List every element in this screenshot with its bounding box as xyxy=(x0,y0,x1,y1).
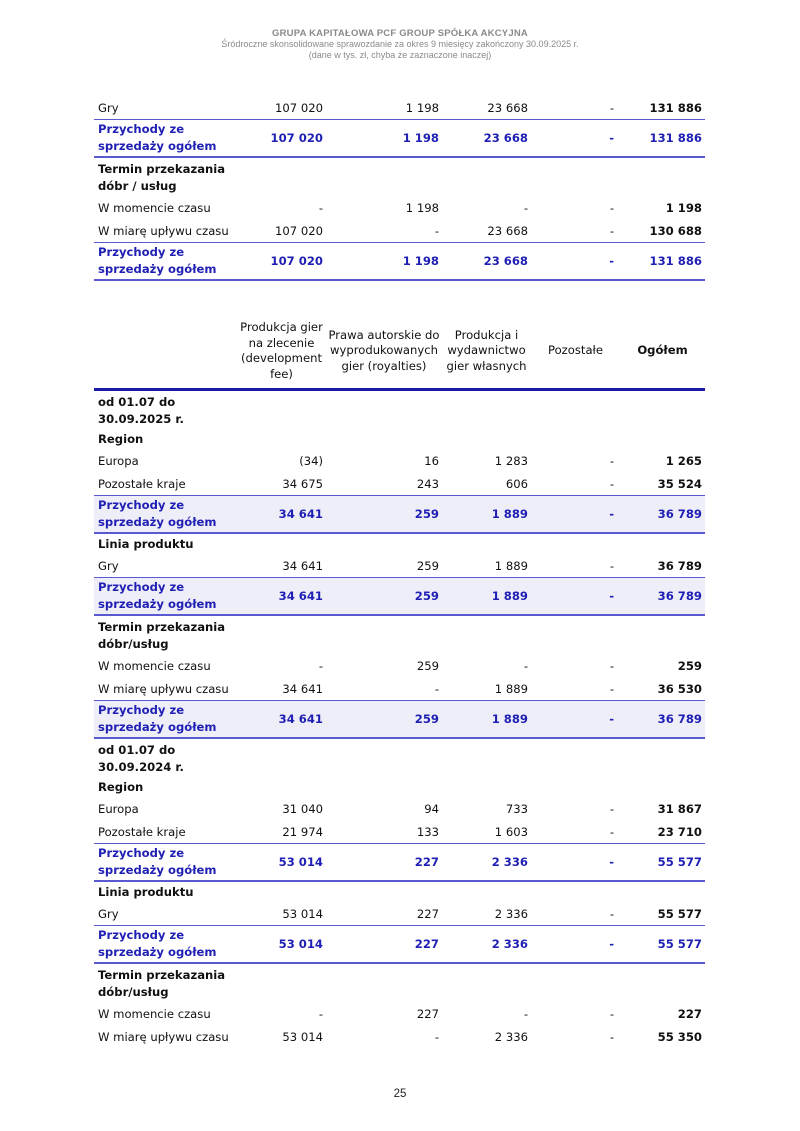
value-cell: 259 xyxy=(416,558,439,573)
value-cell: - xyxy=(434,223,439,238)
section-header-row xyxy=(94,777,705,797)
total-value-cell: 36 789 xyxy=(620,578,705,616)
total-value-cell: 31 867 xyxy=(657,801,702,816)
units-note: (dane w tys. zł, chyba że zaznaczone inaczej) xyxy=(308,50,492,60)
row-label: Linia produktu xyxy=(98,885,194,899)
row-label: Termin przekazania dóbr/usług xyxy=(98,620,226,651)
row-label: Gry xyxy=(98,558,119,573)
report-subtitle: Śródroczne skonsolidowane sprawozdanie za okres 9 miesięcy zakończony 30.09.2025 r. xyxy=(221,39,579,49)
value-cell: 16 xyxy=(424,453,439,468)
empty-cell xyxy=(442,157,531,196)
row-label: Linia produktu xyxy=(98,537,194,551)
empty-cell xyxy=(620,429,705,449)
total-value-cell: 227 xyxy=(677,1006,702,1021)
empty-cell xyxy=(326,157,442,196)
value-cell: - xyxy=(609,453,614,468)
empty-cell xyxy=(442,429,531,449)
value-cell: - xyxy=(523,200,528,215)
total-row xyxy=(94,120,705,158)
value-cell: 53 014 xyxy=(237,844,326,882)
total-value-cell: 55 577 xyxy=(657,906,702,921)
total-row xyxy=(94,926,705,964)
empty-cell xyxy=(237,738,326,777)
total-row xyxy=(94,496,705,534)
empty-cell xyxy=(531,963,620,1002)
value-cell: 34 641 xyxy=(282,558,323,573)
total-value-cell: 1 265 xyxy=(665,453,702,468)
total-row xyxy=(94,578,705,616)
value-cell: 34 675 xyxy=(282,476,323,491)
value-cell: - xyxy=(609,1006,614,1021)
table-row xyxy=(94,1025,705,1048)
section-header-row xyxy=(94,738,705,777)
value-cell: - xyxy=(434,681,439,696)
value-cell: 23 668 xyxy=(442,120,531,158)
value-cell: - xyxy=(531,926,620,964)
row-label: od 01.07 do 30.09.2025 r. xyxy=(98,395,184,426)
empty-cell xyxy=(620,777,705,797)
total-row xyxy=(94,243,705,281)
total-value-cell: 35 524 xyxy=(657,476,702,491)
row-label: Przychody ze sprzedaży ogółem xyxy=(94,844,237,882)
total-value-cell: 36 789 xyxy=(620,701,705,739)
value-cell: 1 198 xyxy=(326,120,442,158)
value-cell: 606 xyxy=(505,476,528,491)
value-cell: 259 xyxy=(416,658,439,673)
empty-cell xyxy=(237,157,326,196)
value-cell: 1 198 xyxy=(405,200,439,215)
value-cell: - xyxy=(523,1006,528,1021)
value-cell: - xyxy=(531,578,620,616)
table-row xyxy=(94,554,705,578)
value-cell: 31 040 xyxy=(282,801,323,816)
empty-cell xyxy=(326,777,442,797)
total-value-cell: 55 577 xyxy=(620,844,705,882)
row-label: Przychody ze sprzedaży ogółem xyxy=(94,578,237,616)
value-cell: - xyxy=(531,844,620,882)
row-label: od 01.07 do 30.09.2024 r. xyxy=(98,743,184,774)
table-row xyxy=(94,196,705,219)
value-cell: 107 020 xyxy=(237,243,326,281)
total-value-cell: 1 198 xyxy=(665,200,702,215)
table-row xyxy=(94,654,705,677)
value-cell: 1 198 xyxy=(326,243,442,281)
empty-cell xyxy=(620,963,705,1002)
empty-cell xyxy=(326,738,442,777)
empty-cell xyxy=(237,390,326,430)
column-header-label xyxy=(94,316,237,390)
value-cell: 23 668 xyxy=(487,100,528,115)
value-cell: 23 668 xyxy=(442,243,531,281)
empty-cell xyxy=(531,533,620,554)
section-header-row xyxy=(94,963,705,1002)
value-cell: 1 889 xyxy=(442,701,531,739)
table-row xyxy=(94,797,705,820)
value-cell: - xyxy=(609,200,614,215)
value-cell: - xyxy=(531,243,620,281)
value-cell: 243 xyxy=(416,476,439,491)
row-label: W momencie czasu xyxy=(98,200,211,215)
value-cell: 23 668 xyxy=(487,223,528,238)
row-label: Pozostałe kraje xyxy=(98,824,186,839)
row-label: Termin przekazania dóbr / usług xyxy=(98,162,226,193)
value-cell: - xyxy=(609,1029,614,1044)
value-cell: 34 641 xyxy=(282,681,323,696)
row-label: Termin przekazania dóbr/usług xyxy=(98,968,226,999)
value-cell: 94 xyxy=(424,801,439,816)
empty-cell xyxy=(531,157,620,196)
value-cell: - xyxy=(609,223,614,238)
empty-cell xyxy=(531,777,620,797)
empty-cell xyxy=(620,738,705,777)
table-row xyxy=(94,96,705,120)
empty-cell xyxy=(326,963,442,1002)
row-label: Przychody ze sprzedaży ogółem xyxy=(94,243,237,281)
value-cell: - xyxy=(609,476,614,491)
value-cell: 1 889 xyxy=(442,578,531,616)
value-cell: 259 xyxy=(326,701,442,739)
value-cell: 2 336 xyxy=(442,844,531,882)
empty-cell xyxy=(237,777,326,797)
page-number: 25 xyxy=(393,1088,407,1100)
value-cell: 227 xyxy=(416,906,439,921)
row-label: W momencie czasu xyxy=(98,658,211,673)
section-header-row xyxy=(94,429,705,449)
table-header xyxy=(94,316,705,390)
empty-cell xyxy=(620,157,705,196)
value-cell: 107 020 xyxy=(275,100,323,115)
value-cell: - xyxy=(609,100,614,115)
row-label: W miarę upływu czasu xyxy=(98,1029,229,1044)
table-row xyxy=(94,677,705,701)
value-cell: - xyxy=(531,496,620,534)
value-cell: - xyxy=(609,801,614,816)
row-label: Gry xyxy=(98,906,119,921)
value-cell: 227 xyxy=(326,844,442,882)
value-cell: 1 889 xyxy=(494,681,528,696)
value-cell: 21 974 xyxy=(282,824,323,839)
row-label: Przychody ze sprzedaży ogółem xyxy=(94,496,237,534)
empty-cell xyxy=(326,881,442,902)
total-row xyxy=(94,701,705,739)
empty-cell xyxy=(442,390,531,430)
value-cell: - xyxy=(609,658,614,673)
value-cell: - xyxy=(531,120,620,158)
value-cell: 34 641 xyxy=(237,578,326,616)
row-label: Przychody ze sprzedaży ogółem xyxy=(94,120,237,158)
row-label: W momencie czasu xyxy=(98,1006,211,1021)
empty-cell xyxy=(620,881,705,902)
value-cell: - xyxy=(523,658,528,673)
total-value-cell: 259 xyxy=(677,658,702,673)
revenue-table-q3 xyxy=(94,316,705,1048)
value-cell: 133 xyxy=(416,824,439,839)
value-cell: 53 014 xyxy=(282,1029,323,1044)
value-cell: 1 603 xyxy=(494,824,528,839)
row-label: Region xyxy=(98,780,144,794)
column-header-total: Ogółem xyxy=(620,316,705,390)
empty-cell xyxy=(326,390,442,430)
value-cell: 227 xyxy=(326,926,442,964)
row-label: Przychody ze sprzedaży ogółem xyxy=(94,701,237,739)
value-cell: 1 889 xyxy=(442,496,531,534)
row-label: W miarę upływu czasu xyxy=(98,681,229,696)
empty-cell xyxy=(237,615,326,654)
column-header-other: Pozostałe xyxy=(531,316,620,390)
value-cell: 1 283 xyxy=(494,453,528,468)
company-name: GRUPA KAPITAŁOWA PCF GROUP SPÓŁKA AKCYJNA xyxy=(272,28,528,39)
empty-cell xyxy=(531,615,620,654)
document-header xyxy=(0,28,800,61)
total-value-cell: 23 710 xyxy=(657,824,702,839)
empty-cell xyxy=(237,881,326,902)
value-cell: - xyxy=(318,200,323,215)
value-cell: 227 xyxy=(416,1006,439,1021)
section-header-row xyxy=(94,881,705,902)
total-value-cell: 131 886 xyxy=(649,100,702,115)
table-row xyxy=(94,1002,705,1025)
empty-cell xyxy=(620,390,705,430)
value-cell: 733 xyxy=(505,801,528,816)
total-value-cell: 36 789 xyxy=(620,496,705,534)
column-header-own-games: Produkcja i wydawnictwo gier własnych xyxy=(442,316,531,390)
section-header-row xyxy=(94,390,705,430)
total-value-cell: 55 350 xyxy=(657,1029,702,1044)
table-body xyxy=(94,390,705,1049)
empty-cell xyxy=(442,881,531,902)
row-label: Europa xyxy=(98,453,139,468)
table-body xyxy=(94,96,705,280)
value-cell: 107 020 xyxy=(275,223,323,238)
row-label: W miarę upływu czasu xyxy=(98,223,229,238)
empty-cell xyxy=(237,533,326,554)
value-cell: 34 641 xyxy=(237,496,326,534)
row-label: Gry xyxy=(98,100,119,115)
section-header-row xyxy=(94,615,705,654)
column-header-development-fee: Produkcja gier na zlecenie (development fee) xyxy=(237,316,326,390)
total-row xyxy=(94,844,705,882)
table-row xyxy=(94,449,705,472)
empty-cell xyxy=(326,429,442,449)
section-header-row xyxy=(94,533,705,554)
total-value-cell: 36 789 xyxy=(657,558,702,573)
value-cell: 1 889 xyxy=(494,558,528,573)
table-row xyxy=(94,219,705,243)
revenue-table-9m xyxy=(94,96,705,281)
value-cell: 1 198 xyxy=(405,100,439,115)
empty-cell xyxy=(531,738,620,777)
value-cell: - xyxy=(434,1029,439,1044)
row-label: Pozostałe kraje xyxy=(98,476,186,491)
value-cell: - xyxy=(609,558,614,573)
value-cell: 2 336 xyxy=(494,1029,528,1044)
value-cell: (34) xyxy=(299,453,323,468)
empty-cell xyxy=(620,615,705,654)
empty-cell xyxy=(442,738,531,777)
value-cell: 259 xyxy=(326,496,442,534)
empty-cell xyxy=(442,777,531,797)
table-row xyxy=(94,472,705,496)
table-row xyxy=(94,820,705,844)
empty-cell xyxy=(326,533,442,554)
value-cell: - xyxy=(531,701,620,739)
value-cell: - xyxy=(609,681,614,696)
column-header-royalties: Prawa autorskie do wyprodukowanych gier (royalties) xyxy=(326,316,442,390)
empty-cell xyxy=(442,963,531,1002)
value-cell: 34 641 xyxy=(237,701,326,739)
value-cell: - xyxy=(318,658,323,673)
value-cell: - xyxy=(609,824,614,839)
value-cell: 53 014 xyxy=(237,926,326,964)
total-value-cell: 36 530 xyxy=(657,681,702,696)
empty-cell xyxy=(326,615,442,654)
empty-cell xyxy=(442,533,531,554)
section-header-row xyxy=(94,157,705,196)
row-label: Europa xyxy=(98,801,139,816)
value-cell: 2 336 xyxy=(494,906,528,921)
total-value-cell: 131 886 xyxy=(620,120,705,158)
total-value-cell: 55 577 xyxy=(620,926,705,964)
value-cell: 259 xyxy=(326,578,442,616)
empty-cell xyxy=(237,429,326,449)
empty-cell xyxy=(237,963,326,1002)
value-cell: 107 020 xyxy=(237,120,326,158)
value-cell: 2 336 xyxy=(442,926,531,964)
empty-cell xyxy=(442,615,531,654)
empty-cell xyxy=(531,390,620,430)
value-cell: - xyxy=(318,1006,323,1021)
value-cell: 53 014 xyxy=(282,906,323,921)
table-row xyxy=(94,902,705,926)
empty-cell xyxy=(531,881,620,902)
value-cell: - xyxy=(609,906,614,921)
empty-cell xyxy=(531,429,620,449)
total-value-cell: 130 688 xyxy=(649,223,702,238)
row-label: Region xyxy=(98,432,144,446)
row-label: Przychody ze sprzedaży ogółem xyxy=(94,926,237,964)
total-value-cell: 131 886 xyxy=(620,243,705,281)
empty-cell xyxy=(620,533,705,554)
